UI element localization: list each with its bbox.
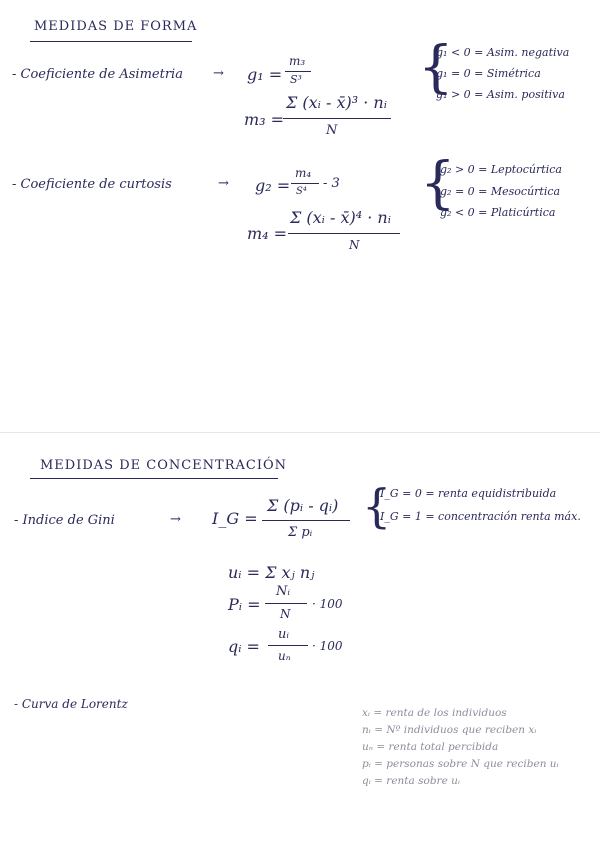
curtosis-case-3: g₂ < 0 = Platicúrtica: [440, 206, 556, 219]
legend-line-1: xᵢ = renta de los individuos: [362, 707, 507, 719]
legend-line-2: nᵢ = Nº individuos que reciben xᵢ: [362, 724, 537, 736]
g2-fraction-bar: [291, 183, 319, 184]
asimetria-case-3: g₁ > 0 = Asim. positiva: [436, 88, 565, 101]
heading-concentracion: MEDIDAS DE CONCENTRACIÓN: [40, 458, 288, 473]
ig-symbol: I_G =: [212, 509, 258, 528]
qi-tail: · 100: [312, 639, 343, 653]
gini-brace: {: [362, 479, 392, 533]
asimetria-label: - Coeficiente de Asimetria: [12, 67, 183, 82]
heading-concentracion-underline: [30, 478, 278, 479]
curtosis-label: - Coeficiente de curtosis: [12, 177, 172, 192]
asimetria-case-1: g₁ < 0 = Asim. negativa: [436, 46, 570, 59]
curtosis-arrow: →: [218, 176, 229, 191]
gini-arrow: →: [170, 512, 181, 527]
m3-fraction-bar: [283, 118, 391, 119]
g1-denominator: S³: [290, 73, 302, 86]
curtosis-case-2: g₂ = 0 = Mesocúrtica: [440, 185, 561, 198]
legend-line-4: pᵢ = personas sobre N que reciben uᵢ: [362, 758, 559, 770]
qi-symbol: qᵢ =: [228, 637, 260, 656]
m4-denominator: N: [349, 238, 360, 252]
m3-denominator: N: [326, 123, 338, 138]
ig-fraction-bar: [262, 520, 350, 521]
g1-fraction-bar: [285, 71, 311, 72]
pi-fraction-bar: [265, 603, 307, 604]
m3-numerator: Σ (xᵢ - x̄)³ · nᵢ: [286, 93, 387, 112]
pi-numerator: Nᵢ: [276, 584, 290, 599]
qi-denominator: uₙ: [278, 649, 291, 663]
heading-forma-underline: [30, 41, 192, 42]
g2-symbol: g₂ =: [255, 176, 291, 195]
ig-numerator: Σ (pᵢ - qᵢ): [267, 496, 339, 515]
legend-line-5: qᵢ = renta sobre uᵢ: [362, 775, 460, 787]
qi-numerator: uᵢ: [278, 627, 289, 642]
legend-line-3: uₙ = renta total percibida: [362, 741, 499, 753]
m4-symbol: m₄ =: [247, 224, 288, 243]
m3-symbol: m₃ =: [244, 110, 285, 129]
lorenz-label: - Curva de Lorentz: [14, 697, 128, 711]
heading-forma: MEDIDAS DE FORMA: [34, 19, 198, 34]
g2-denominator: S⁴: [296, 186, 307, 197]
g1-symbol: g₁ =: [247, 65, 283, 84]
qi-fraction-bar: [268, 645, 308, 646]
curtosis-brace: {: [420, 151, 456, 216]
g1-numerator: m₃: [289, 54, 306, 68]
pi-tail: · 100: [312, 597, 343, 611]
gini-case-1: I_G = 0 = renta equidistribuida: [380, 487, 557, 500]
m4-fraction-bar: [288, 233, 400, 234]
pi-denominator: N: [280, 607, 291, 621]
pi-symbol: Pᵢ =: [228, 595, 261, 614]
gini-label: - Indice de Gini: [14, 513, 115, 528]
asimetria-brace: {: [418, 35, 454, 100]
g2-numerator: m₄: [295, 166, 312, 180]
page-fold-line: [0, 432, 600, 433]
ui-formula: uᵢ = Σ xⱼ nⱼ: [228, 563, 315, 582]
g2-tail: - 3: [323, 176, 340, 191]
asimetria-case-2: g₁ = 0 = Simétrica: [436, 67, 541, 80]
asimetria-arrow: →: [213, 66, 224, 81]
ig-denominator: Σ pᵢ: [288, 525, 313, 540]
gini-case-2: I_G = 1 = concentración renta máx.: [380, 510, 581, 523]
m4-numerator: Σ (xᵢ - x̄)⁴ · nᵢ: [290, 208, 391, 227]
curtosis-case-1: g₂ > 0 = Leptocúrtica: [440, 163, 562, 176]
